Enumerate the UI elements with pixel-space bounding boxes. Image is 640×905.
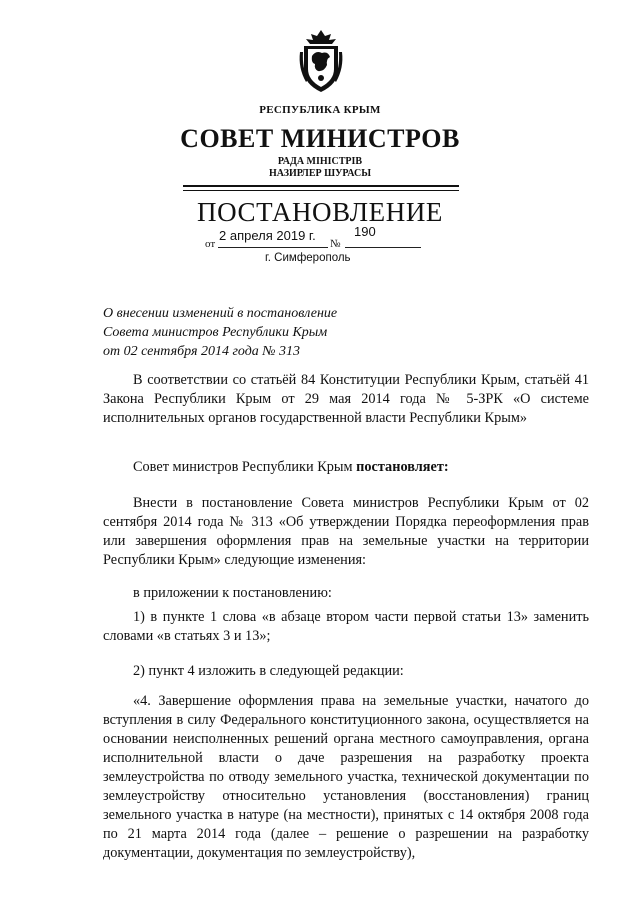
document-subject: [103, 304, 337, 361]
date-prefix-label: от: [205, 238, 216, 250]
item-1-paragraph: 1) в пункте 1 слова «в абзаце втором части первой статьи 13» заменить словами «в статьях 3 и 13»;: [103, 609, 589, 644]
document-number: 190: [354, 224, 376, 239]
council-title: СОВЕТ МИНИСТРОВ: [180, 124, 460, 153]
document-type-title: ПОСТАНОВЛЕНИЕ: [196, 197, 444, 227]
resolution-clause-text: Совет министров Республики Крым: [133, 459, 357, 475]
resolution-clause: [103, 458, 589, 477]
resolution-clause-verb: постановляет:: [356, 459, 449, 475]
coat-of-arms-emblem: [296, 28, 346, 94]
number-prefix-label: №: [330, 238, 341, 250]
subject-line: О внесении изменений в постановление: [103, 306, 338, 321]
document-city: г. Симферополь: [265, 252, 351, 264]
amendment-paragraph: Внести в постановление Совета министров Республики Крым от 02 сентября 2014 года № 313 «Об утверждении Порядка переоформления прав или завершения оформления прав на земельные участки на территории Республики Крым» следующие изменения:: [103, 495, 589, 568]
appendix-paragraph: в приложении к постановлению:: [133, 585, 332, 601]
subject-line: от 02 сентября 2014 года № 313: [103, 344, 301, 359]
header-divider-thin: [183, 190, 459, 191]
date-underline: [218, 247, 328, 248]
council-title-ukrainian: РАДА МІНІСТРІВ: [277, 156, 363, 167]
header-divider-thick: [183, 185, 459, 187]
republic-name: РЕСПУБЛИКА КРЫМ: [259, 104, 381, 116]
preamble-paragraph: В соответствии со статьёй 84 Конституции Республики Крым, статьёй 41 Закона Республики Крым от 29 мая 2014 года № 5-ЗРК «О системе исполнительных органов государственной власти Республики Крым»: [103, 372, 589, 426]
council-title-crimean-tatar: НАЗИРЛЕР ШУРАСЫ: [268, 168, 372, 179]
item-2-paragraph: 2) пункт 4 изложить в следующей редакции:: [133, 663, 404, 679]
number-underline: [345, 247, 421, 248]
document-date: 2 апреля 2019 г.: [219, 228, 316, 243]
new-wording-paragraph: «4. Завершение оформления права на земельные участки, начатого до вступления в силу Федерального конституционного закона, осуществляется на основании неисполненных решений органа местного самоуправления, органа исполнительной власти о даче разрешения на разработку проекта землеустройства по отводу земельного участка, технической документации по землеустройству относительно установления (восстановления) границ земельного участка в натуре (на местности), принятых с 14 октября 2008 года по 21 марта 2014 года (далее – решение о разрешении на разработку документации, документация по землеустройству),: [103, 693, 589, 861]
subject-line: Совета министров Республики Крым: [103, 325, 328, 340]
